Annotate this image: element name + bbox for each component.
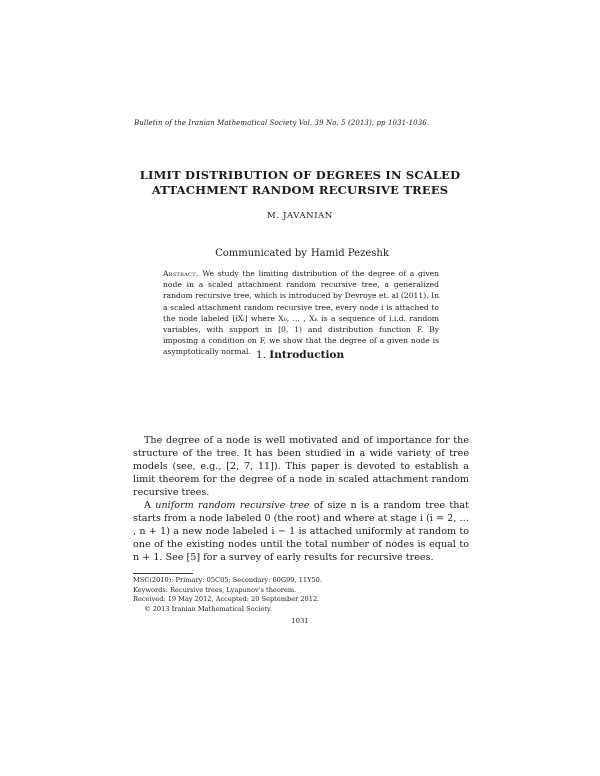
paper-title-line-1: LIMIT DISTRIBUTION OF DEGREES IN SCALED [139,168,461,182]
body-p2-rest: of size n is a random tree that starts from a node labeled 0 (the root) and where at stage i (i = 2, … , n + 1) a new node labeled i − 1 is attached uniformly at random to one of the existing nodes until the total number of nodes is equal to n + 1. See [5] for a survey of early results for recursive trees. [133,500,469,563]
body-text [133,434,469,564]
abstract-label: Abstract. [163,269,199,278]
abstract-text: We study the limiting distribution of the degree of a given node in a scaled attachment random recursive tree, a generalized random recursive tree, which is introduced by Devroye et. al (2011). In a scaled attachment random recursive tree, every node i is attached to the node labeled ⌊iXᵢ⌋ where X₀, … , Xₙ is a sequence of i.i.d. random variables, with support in [0, 1) and distribution function F. By imposing a condition on F, we show that the degree of a given node is asymptotically normal. [163,269,439,357]
footnotes [133,573,433,614]
footnote-keywords: Keywords: Recursive trees, Lyapunov's theorem. [133,585,297,594]
footnote-received: Received: 19 May 2012, Accepted: 20 September 2012. [133,595,320,604]
body-paragraph-1: The degree of a node is well motivated and of importance for the structure of the tree. It has been studied in a wide variety of tree models (see, e.g., [2, 7, 11]). This paper is devoted to establish a limit theorem for the degree of a node in scaled attachment random recursive trees. [133,435,469,498]
footnote-copyright: © 2013 Iranian Mathematical Society. [144,604,272,613]
author-name: M. JAVANIAN [267,211,333,221]
section-heading [100,349,500,361]
paper-title-line-2: ATTACHMENT RANDOM RECURSIVE TREES [151,183,449,197]
page-number: 1031 [291,617,309,625]
footnote-msc: MSC(2010): Primary: 05C05; Secondary: 60G99, 11Y50. [133,576,322,584]
body-p2-intro: A [144,500,156,511]
body-p2-term: uniform random recursive tree [155,500,310,511]
communicated-by [100,248,500,259]
journal-header: Bulletin of the Iranian Mathematical Society Vol. 39 No. 5 (2013), pp 1031-1036. [134,119,430,127]
section-title: Introduction [269,349,345,361]
section-number: 1. [255,349,266,361]
footnote-rule [133,573,193,574]
communicated-label: Communicated by [215,248,307,259]
abstract [163,268,439,358]
body-paragraph-2 [133,499,469,564]
communicated-name: Hamid Pezeshk [310,248,389,259]
paper-title [100,168,500,198]
